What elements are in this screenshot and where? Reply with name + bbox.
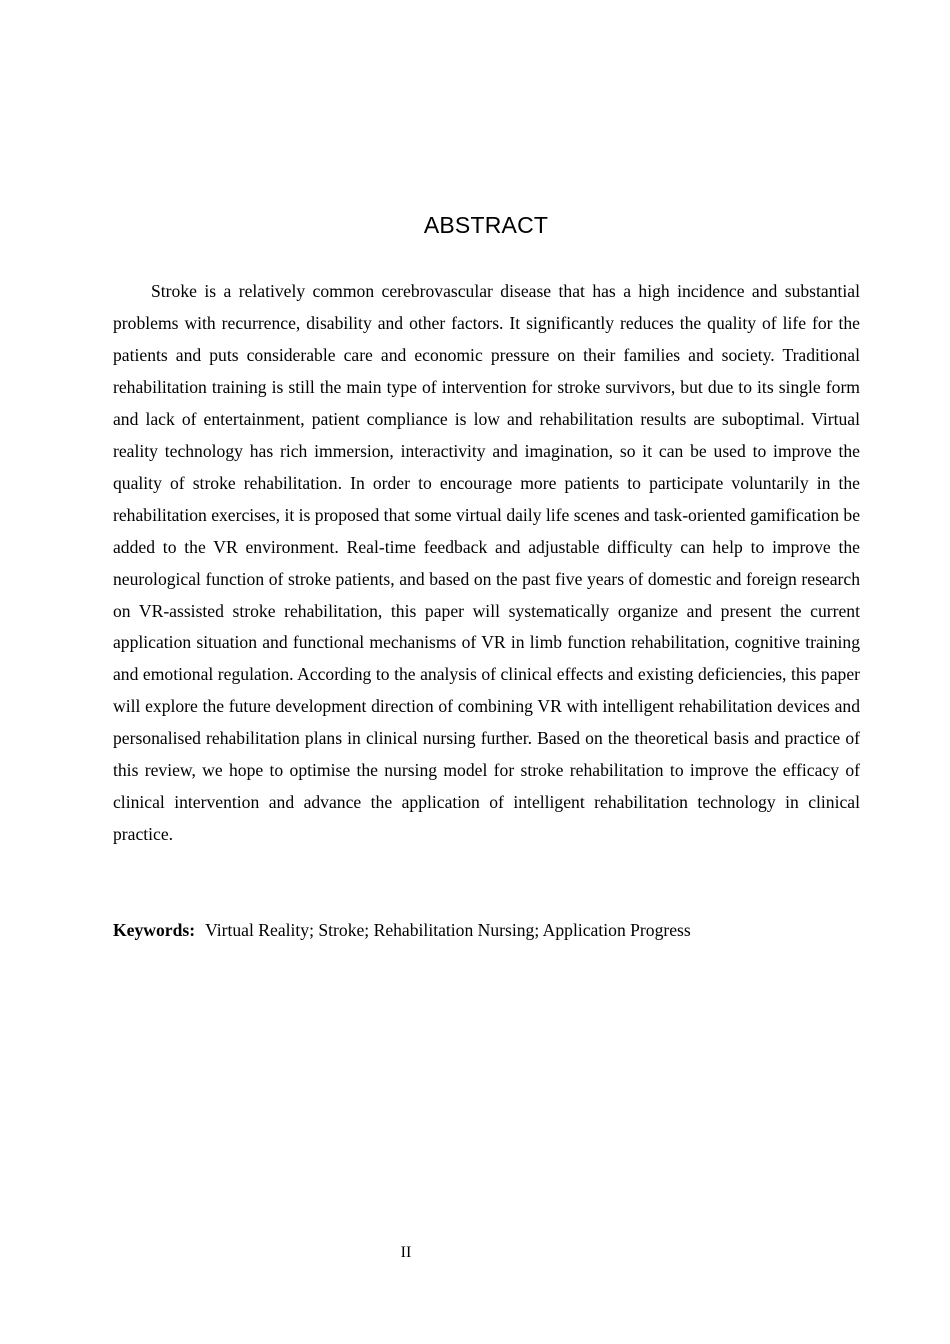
- page-number: II: [400, 1244, 412, 1261]
- keywords-text: Virtual Reality; Stroke; Rehabilitation Nursing; Application Progress: [205, 920, 691, 940]
- keywords-label: Keywords:: [113, 920, 196, 940]
- abstract-paragraph: Stroke is a relatively common cerebrovascular disease that has a high incidence and substantial problems with recurrence, disability and other factors. It significantly reduces the quality of life for the patients and puts considerable care and economic pressure on their families and society. Traditional rehabilitation training is still the main type of intervention for stroke survivors, but due to its single form and lack of entertainment, patient compliance is low and rehabilitation results are suboptimal. Virtual reality technology has rich immersion, interactivity and imagination, so it can be used to improve the quality of stroke rehabilitation. In order to encourage more patients to participate voluntarily in the rehabilitation exercises, it is proposed that some virtual daily life scenes and task-oriented gamification be added to the VR environment. Real-time feedback and adjustable difficulty can help to improve the neurological function of stroke patients, and based on the past five years of domestic and foreign research on VR-assisted stroke rehabilitation, this paper will systematically organize and present the current application situation and functional mechanisms of VR in limb function rehabilitation, cognitive training and emotional regulation. According to the analysis of clinical effects and existing deficiencies, this paper will explore the future development direction of combining VR with intelligent rehabilitation devices and personalised rehabilitation plans in clinical nursing further. Based on the theoretical basis and practice of this review, we hope to optimise the nursing model for stroke rehabilitation to improve the efficacy of clinical intervention and advance the application of intelligent rehabilitation technology in clinical practice.: [113, 281, 861, 845]
- keywords-line: [113, 914, 860, 946]
- abstract-title: ABSTRACT: [423, 212, 549, 238]
